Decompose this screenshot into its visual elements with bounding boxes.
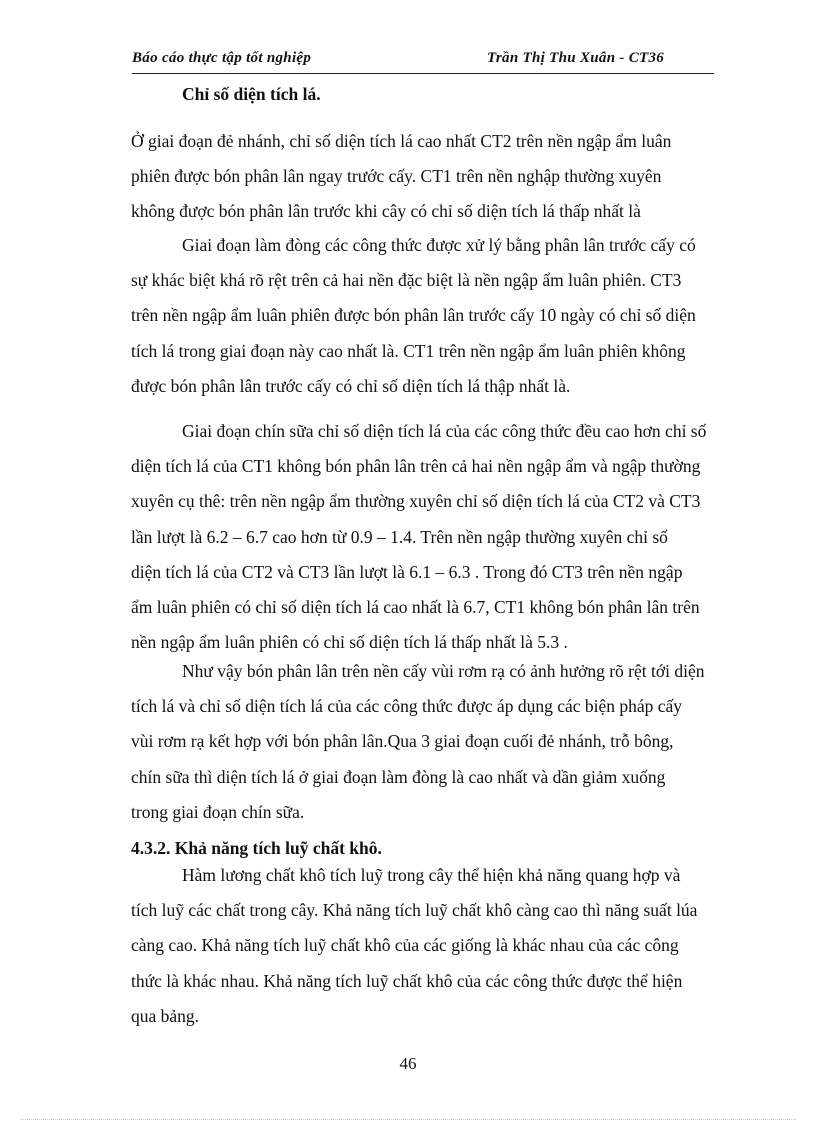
text-line: chín sữa thì diện tích lá ở giai đoạn làm đòng là cao nhất và dần giảm xuống [131, 766, 666, 787]
text-line: phiên được bón phân lân ngay trước cấy. CT1 trên nền nghập thường xuyên [131, 166, 662, 187]
text-line: nền ngập ẩm luân phiên có chỉ số diện tích lá thấp nhất là 5.3 . [131, 632, 568, 653]
paragraph-milk-ripening [131, 414, 741, 660]
header-report-title: Báo cáo thực tập tốt nghiệp [132, 50, 312, 66]
text-line: tích lá và chỉ số diện tích lá của các công thức được áp dụng các biện pháp cấy [131, 696, 683, 717]
page-number: 46 [399, 1054, 417, 1073]
section-heading-dry-matter: 4.3.2. Khả năng tích luỹ chất khô. [131, 838, 382, 858]
text-line: trên nền ngập ẩm luân phiên được bón phân lân trước cấy 10 ngày có chỉ số diện [131, 305, 696, 326]
text-line: ẩm luân phiên có chỉ số diện tích lá cao nhất là 6.7, CT1 không bón phân lân trên [131, 597, 700, 618]
header-author: Trần Thị Thu Xuân - CT36 [487, 50, 665, 66]
text-line: trong giai đoạn chín sữa. [131, 801, 305, 822]
text-line: được bón phân lân trước cấy có chỉ số diện tích lá thập nhất là. [131, 375, 571, 396]
text-line: Ở giai đoạn đẻ nhánh, chỉ số diện tích lá cao nhất CT2 trên nền ngập ẩm luân [131, 131, 672, 151]
section-heading-leaf-area-index: Chỉ số diện tích lá. [182, 84, 321, 104]
paragraph-panicle-initiation [131, 228, 741, 404]
paragraph-tillering [131, 124, 741, 230]
paragraph-conclusion [131, 654, 741, 830]
text-line: Hàm lương chất khô tích luỹ trong cây thể hiện khả năng quang hợp và [182, 865, 681, 885]
text-line: diện tích lá của CT2 và CT3 lần lượt là 6.1 – 6.3 . Trong đó CT3 trên nền ngập [131, 561, 683, 582]
text-line: vùi rơm rạ kết hợp với bón phân lân.Qua 3 giai đoạn cuối đẻ nhánh, trỗ bông, [131, 731, 674, 752]
text-line: qua bảng. [131, 1005, 200, 1026]
text-line: xuyên cụ thê: trên nền ngập ẩm thường xuyên chỉ số diện tích lá của CT2 và CT3 [131, 491, 701, 512]
text-line: tích luỹ các chất trong cây. Khả năng tích luỹ chất khô càng cao thì năng suất lúa [131, 900, 698, 921]
text-line: Như vậy bón phân lân trên nền cấy vùi rơm rạ có ảnh hưởng rõ rệt tới diện [182, 661, 705, 681]
text-line: càng cao. Khả năng tích luỹ chất khô của các giống là khác nhau của các công [131, 935, 679, 956]
paragraph-dry-matter [131, 858, 741, 1034]
text-line: diện tích lá của CT1 không bón phân lân trên cả hai nền ngập ẩm và ngập thường [131, 456, 701, 477]
text-line: không được bón phân lân trước khi cây có chỉ số diện tích lá thấp nhất là [131, 201, 641, 222]
text-line: Giai đoạn chín sữa chỉ số diện tích lá của các công thức đều cao hơn chỉ số [182, 421, 707, 441]
text-line: sự khác biệt khá rõ rệt trên cả hai nền đặc biệt là nền ngập ẩm luân phiên. CT3 [131, 270, 682, 291]
text-line: tích lá trong giai đoạn này cao nhất là. CT1 trên nền ngập ẩm luân phiên không [131, 340, 686, 361]
text-line: Giai đoạn làm đòng các công thức được xử lý bằng phân lân trước cấy có [182, 235, 696, 255]
header-rule [132, 73, 714, 74]
text-line: thức là khác nhau. Khả năng tích luỹ chất khô của các công thức được thể hiện [131, 970, 683, 991]
footer-dotted-rule [20, 1119, 796, 1120]
text-line: lần lượt là 6.2 – 6.7 cao hơn từ 0.9 – 1.4. Trên nền ngập thường xuyên chỉ số [131, 526, 668, 547]
